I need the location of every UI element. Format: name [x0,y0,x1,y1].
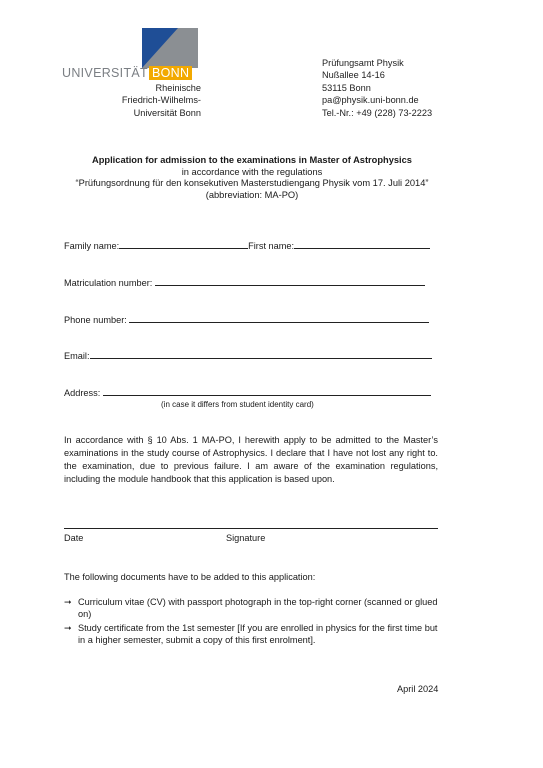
list-item [64,622,444,647]
university-logo [60,28,205,120]
form-title: Application for admission to the examinations in Master of Astrophysics [92,155,412,165]
office-street: Nußallee 14-16 [322,70,385,81]
documents-list [64,596,444,648]
subtitle-line: Universität Bonn [133,107,201,118]
address-label: Address: [64,388,101,398]
email-row [64,350,432,361]
address-row [64,387,431,398]
footer-date: April 2024 [397,684,439,694]
address-field[interactable] [103,387,431,396]
arrow-right-icon: ➞ [64,622,72,633]
wordmark-universitaet: UNIVERSITÄT [62,66,148,80]
office-address [322,57,432,119]
family-name-label: Family name: [64,241,120,251]
family-name-field[interactable] [119,240,248,249]
first-name-label: First name: [248,241,295,251]
university-wordmark [62,66,192,80]
headline-line: in accordance with the regulations [181,166,323,177]
matriculation-row [64,277,425,288]
office-email: pa@physik.uni-bonn.de [322,95,419,106]
office-phone: Tel.-Nr.: +49 (228) 73-2223 [322,107,433,118]
email-label: Email: [64,351,90,361]
phone-field[interactable] [129,314,429,323]
phone-row [64,314,429,325]
subtitle-line: Friedrich-Wilhelms- [121,95,201,106]
first-name-field[interactable] [294,240,430,249]
arrow-right-icon: ➞ [64,597,72,607]
headline-line: (abbreviation: MA-PO) [205,189,299,200]
form-headline [40,155,464,201]
date-label: Date [64,533,84,543]
document-item-cv: Curriculum vitae (CV) with passport photograph in the top-right corner (scanned or glued on) [78,597,438,620]
email-field[interactable] [90,350,432,359]
address-note: (in case it differs from student identity card) [161,400,314,409]
matriculation-label: Matriculation number: [64,278,153,288]
signature-label: Signature [226,533,266,543]
university-logo-graphic [142,28,198,68]
signature-line[interactable] [64,528,438,529]
document-item-certificate: Study certificate from the 1st semester [If you are enrolled in physics for the first time but in a higher semester, submit a copy of this first enrolment]. [78,622,438,646]
documents-intro: The following documents have to be added to this application: [64,572,316,582]
wordmark-bonn: BONN [149,66,192,80]
matriculation-field[interactable] [155,277,425,286]
university-subtitle [122,82,201,119]
headline-line: “Prüfungsordnung für den konsekutiven Masterstudiengang Physik vom 17. Juli 2014” [75,178,429,189]
declaration-text: In accordance with § 10 Abs. 1 MA-PO, I herewith apply to be admitted to the Master’s examinations in the study course of Astrophysics. I declare that I have not lost any right to. the examination, due to previous failure. I am aware of the examination regulations, including the module handbook that this application is based upon. [64,435,438,484]
name-row [64,240,430,251]
phone-label: Phone number: [64,315,127,325]
list-item [64,596,444,621]
subtitle-line: Rheinische [155,83,201,93]
office-name: Prüfungsamt Physik [322,58,404,68]
office-city: 53115 Bonn [322,82,371,93]
